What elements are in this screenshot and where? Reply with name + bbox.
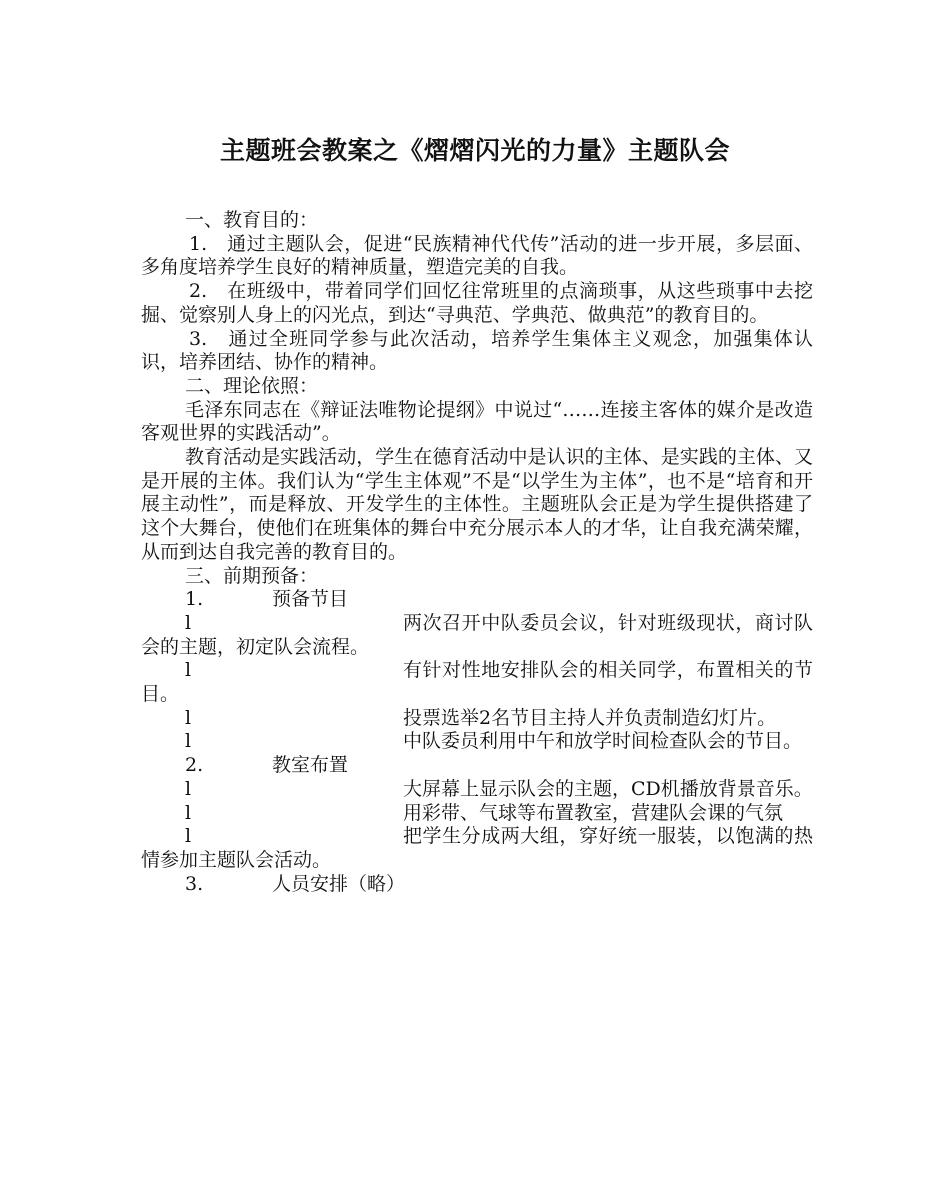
subsection-heading [141,754,813,778]
bullet-mark: l [185,611,192,634]
subsection-number: 1. [185,588,204,611]
bullet-text: 把学生分成两大组，穿好统一服装，以饱满的热情参加主题队会活动。 [141,825,813,871]
bullet-mark: l [185,825,192,848]
bullet-text: 大屏幕上显示队会的主题，CD机播放背景音乐。 [403,777,813,800]
subsection-label: 人员安排（略） [272,872,406,895]
bullet-item [141,778,813,802]
document-body [141,209,813,896]
subsection-label: 教室布置 [272,754,349,777]
bullet-item [141,659,813,706]
bullet-mark: l [185,659,192,682]
bullet-item [141,707,813,731]
bullet-text: 用彩带、气球等布置教室，营建队会课的气氛 [403,801,784,824]
list-item: 3. 通过全班同学参与此次活动，培养学生集体主义观念，加强集体认识，培养团结、协作的精神。 [141,327,813,374]
subsection-label: 预备节目 [272,588,349,611]
bullet-item [141,730,813,754]
subsection-heading [141,588,813,612]
bullet-mark: l [185,730,192,753]
section-heading: 三、前期预备： [185,564,319,587]
bullet-mark: l [185,777,192,800]
list-item: 2. 在班级中，带着同学们回忆往常班里的点滴琐事，从这些琐事中去挖掘、觉察别人身上的闪光点，到达“寻典范、学典范、做典范”的教育目的。 [141,280,813,326]
list-item: 1. 通过主题队会，促进“民族精神代代传”活动的进一步开展，多层面、多角度培养学生良好的精神质量，塑造完美的自我。 [141,232,813,279]
paragraph: 毛泽东同志在《辩证法唯物论提纲》中说过“……连接主客体的媒介是改造客观世界的实践活动”。 [141,398,813,445]
bullet-item [141,612,813,659]
bullet-item [141,802,813,826]
section-heading: 二、理论依照： [185,374,319,397]
bullet-text: 投票选举2名节目主持人并负责制造幻灯片。 [403,706,777,729]
subsection-number: 2. [185,754,204,777]
bullet-text: 中队委员利用中午和放学时间检查队会的节目。 [403,730,803,753]
paragraph: 教育活动是实践活动，学生在德育活动中是认识的主体、是实践的主体、又是开展的主体。我们认为“学生主体观”不是“以学生为主体”，也不是“培育和开展主动性”，而是释放、开发学生的主体性。主题班队会正是为学生提供搭建了这个大舞台，使他们在班集体的舞台中充分展示本人的才华，让自我充满荣耀，从而到达自我完善的教育目的。 [141,446,813,563]
bullet-text: 两次召开中队委员会议，针对班级现状，商讨队会的主题，初定队会流程。 [141,611,813,658]
bullet-text: 有针对性地安排队会的相关同学，布置相关的节目。 [141,659,813,706]
section-heading: 一、教育目的： [185,209,319,231]
bullet-item [141,825,813,872]
bullet-mark: l [185,801,192,824]
subsection-heading [141,873,813,897]
bullet-mark: l [185,706,192,729]
subsection-number: 3. [185,872,204,895]
document-title: 主题班会教案之《熠熠闪光的力量》主题队会 [219,136,730,165]
